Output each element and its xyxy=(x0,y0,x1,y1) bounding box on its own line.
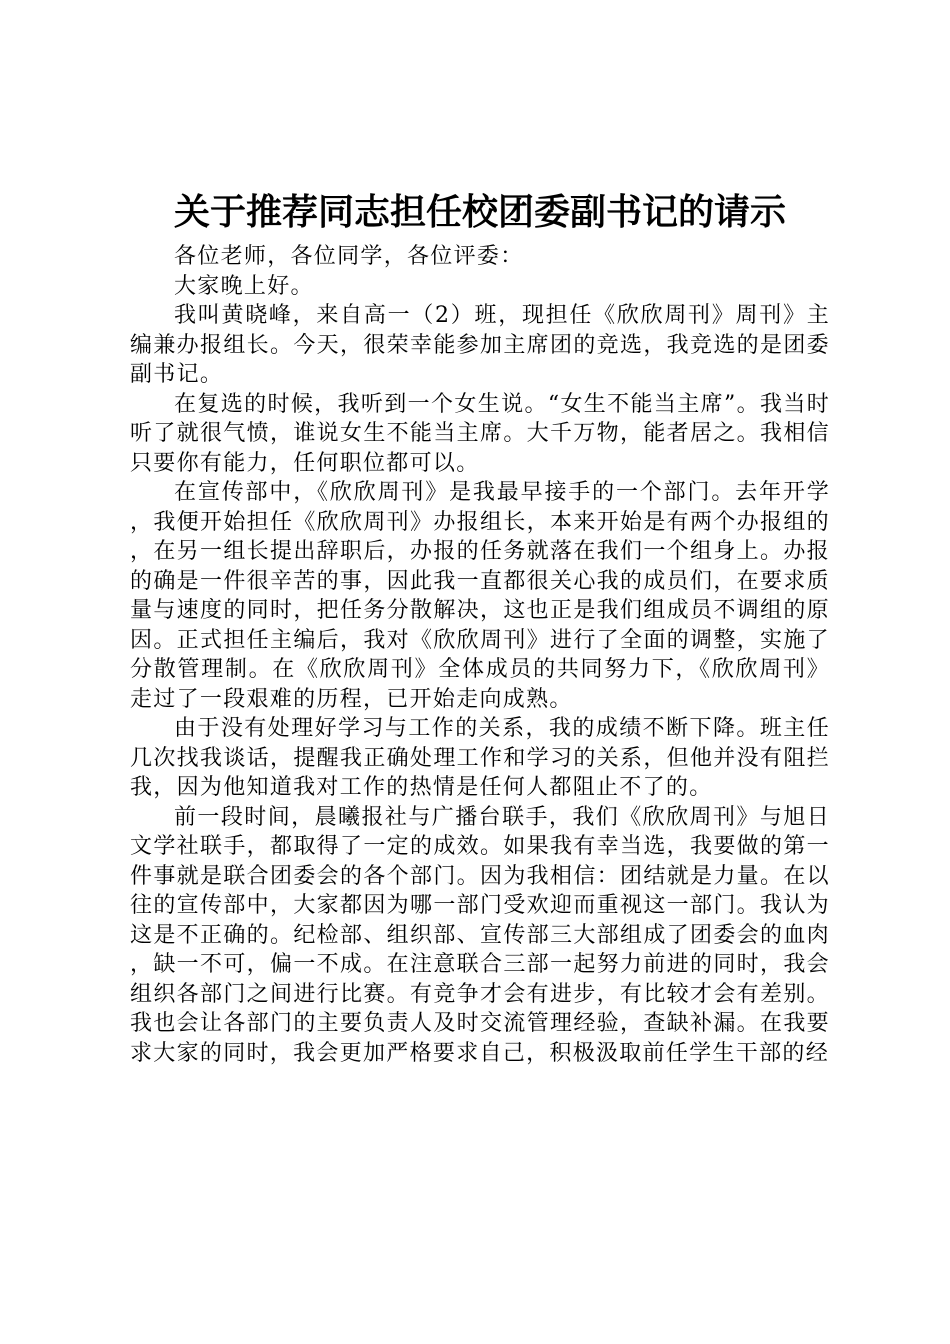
paragraph-reelection: 在复选的时候，我听到一个女生说。“女生不能当主席”。我当时听了就很气愤，谁说女生不能当主席。大千万物，能者居之。我相信只要你有能力，任何职位都可以。 xyxy=(130,391,830,476)
document-body xyxy=(130,242,830,1068)
document-title: 关于推荐同志担任校团委副书记的请示 xyxy=(173,191,786,233)
paragraph-salutation: 大家晚上好。 xyxy=(174,273,314,299)
paragraph-greeting: 各位老师，各位同学，各位评委： xyxy=(174,244,524,269)
paragraph-introduction: 我叫黄晓峰，来自高一（2）班，现担任《欣欣周刊》周刊》主编兼办报组长。今天，很荣幸能参加主席团的竞选，我竞选的是团委副书记。 xyxy=(130,303,830,387)
paragraph-study-work-balance: 由于没有处理好学习与工作的关系，我的成绩不断下降。班主任几次找我谈话，提醒我正确处理工作和学习的关系，但他并没有阻拦我，因为他知道我对工作的热情是任何人都阻止不了的。 xyxy=(130,716,830,800)
paragraph-publicity-department: 在宣传部中，《欣欣周刊》是我最早接手的一个部门。去年开学，我便开始担任《欣欣周刊》办报组长，本来开始是有两个办报组的，在另一组长提出辞职后，办报的任务就落在我们一个组身上。办报的确是一件很辛苦的事，因此我一直都很关心我的成员们，在要求质量与速度的同时，把任务分散解决，这也正是我们组成员不调组的原因。正式担任主编后，我对《欣欣周刊》进行了全面的调整，实施了分散管理制。在《欣欣周刊》全体成员的共同努力下，《欣欣周刊》走过了一段艰难的历程，已开始走向成熟。 xyxy=(130,480,830,712)
paragraph-plans: 前一段时间，晨曦报社与广播台联手，我们《欣欣周刊》与旭日文学社联手，都取得了一定的成效。如果我有幸当选，我要做的第一件事就是联合团委会的各个部门。因为我相信：团结就是力量。在以往的宣传部中，大家都因为哪一部门受欢迎而重视这一部门。我认为这是不正确的。纪检部、组织部、宣传部三大部组成了团委会的血肉，缺一不可，偏一不成。在注意联合三部一起努力前进的同时，我会组织各部门之间进行比赛。有竞争才会有进步，有比较才会有差别。我也会让各部门的主要负责人及时交流管理经验，查缺补漏。在我要求大家的同时，我会更加严格要求自己，积极汲取前任学生干部的经 xyxy=(130,804,830,1066)
